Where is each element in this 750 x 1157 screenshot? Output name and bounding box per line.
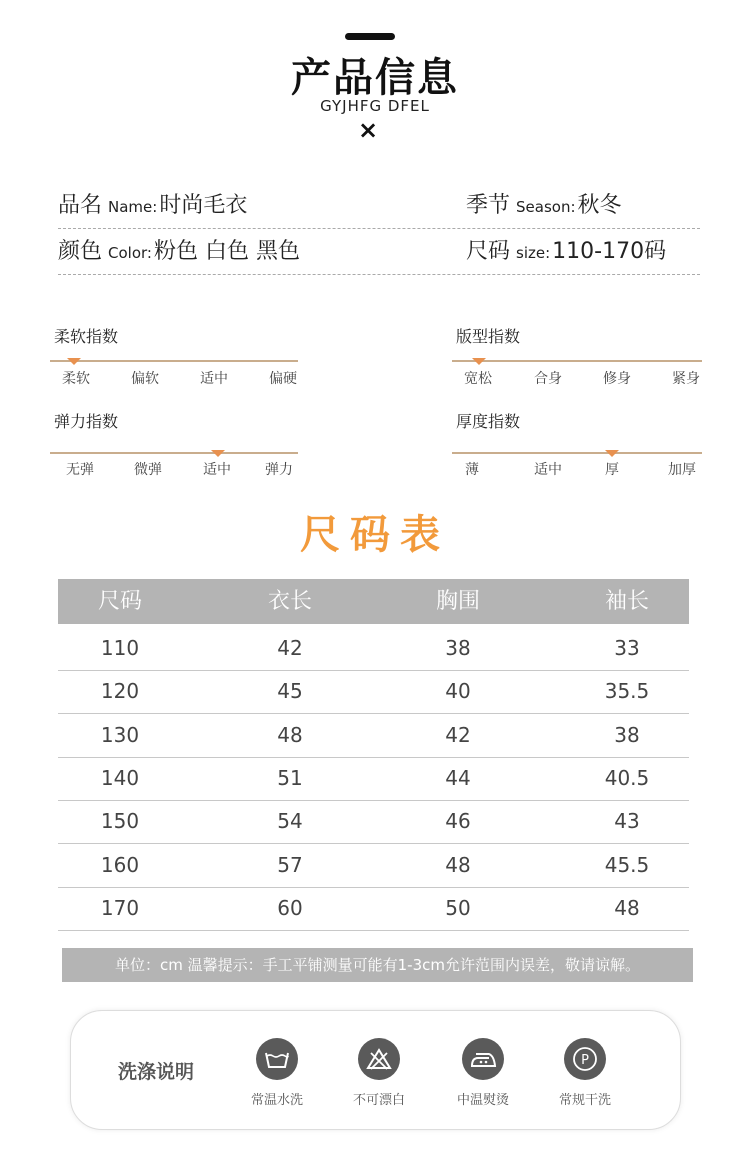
header-size: 尺码: [97, 589, 142, 614]
wash-basin-icon: [256, 1038, 298, 1080]
no-bleach-icon: [358, 1038, 400, 1080]
info-size-value: 110-170码: [552, 239, 667, 264]
info-name-value: 时尚毛衣: [159, 193, 248, 218]
cell-chest: 40: [445, 679, 471, 703]
table-row: [58, 670, 689, 714]
elasticity-index-title: 弹力指数: [54, 412, 119, 431]
info-name: [58, 188, 247, 219]
table-row: [58, 844, 689, 888]
info-size-label-en: size:: [516, 244, 551, 262]
cell-sleeve: 35.5: [604, 679, 650, 703]
fit-option: 紧身: [672, 371, 700, 387]
dry-clean-label: 常规干洗: [558, 1093, 611, 1108]
table-row: [58, 714, 689, 758]
info-season: [466, 188, 622, 219]
cell-length: 42: [277, 636, 303, 660]
fit-option: 合身: [534, 371, 562, 387]
cell-length: 54: [277, 809, 303, 833]
bleach-label: 不可漂白: [352, 1093, 405, 1108]
fit-option: 修身: [603, 371, 631, 387]
cell-sleeve: 33: [614, 636, 640, 660]
table-row: [58, 757, 689, 801]
table-row: [58, 887, 689, 931]
elasticity-option: 适中: [203, 462, 231, 478]
cell-sleeve: 45.5: [604, 853, 650, 877]
softness-option: 偏软: [131, 371, 159, 387]
elasticity-marker: [211, 450, 225, 457]
table-row: [58, 627, 689, 671]
size-table-header: [58, 579, 689, 624]
thickness-scale-line: [452, 452, 702, 454]
cell-size: 110: [100, 636, 140, 660]
cell-chest: 46: [445, 809, 471, 833]
info-name-label-en: Name:: [108, 198, 158, 216]
thickness-option: 薄: [465, 462, 479, 478]
softness-option: 偏硬: [269, 371, 297, 387]
thickness-marker: [605, 450, 619, 457]
info-name-label: 品名: [58, 193, 103, 218]
elasticity-scale-line: [50, 452, 298, 454]
iron-icon: [462, 1038, 504, 1080]
cell-length: 57: [277, 853, 303, 877]
elasticity-option: 无弹: [66, 462, 94, 478]
cell-sleeve: 40.5: [604, 766, 650, 790]
fit-scale-line: [452, 360, 702, 362]
cell-length: 45: [277, 679, 303, 703]
page-title: 产品信息: [291, 55, 459, 101]
thickness-index-title: 厚度指数: [456, 412, 521, 431]
cell-length: 48: [277, 723, 303, 747]
info-season-value: 秋冬: [577, 193, 622, 218]
info-color-value: 粉色 白色 黑色: [153, 239, 300, 264]
info-size: [466, 234, 666, 265]
info-season-label-en: Season:: [516, 198, 576, 216]
cell-length: 60: [277, 896, 303, 920]
info-row-2: [58, 234, 700, 275]
cell-sleeve: 43: [614, 809, 640, 833]
softness-scale-line: [50, 360, 298, 362]
cell-size: 150: [100, 809, 140, 833]
info-color-label-en: Color:: [108, 244, 152, 262]
fit-index-title: 版型指数: [456, 327, 521, 346]
info-row-1: [58, 188, 700, 229]
table-row: [58, 800, 689, 844]
header-sleeve: 袖长: [604, 589, 649, 614]
fit-marker: [472, 358, 486, 365]
cell-chest: 50: [445, 896, 471, 920]
cell-size: 160: [100, 853, 140, 877]
cell-chest: 42: [445, 723, 471, 747]
cell-length: 51: [277, 766, 303, 790]
cell-chest: 44: [445, 766, 471, 790]
softness-marker: [67, 358, 81, 365]
cell-size: 130: [100, 723, 140, 747]
elasticity-option: 微弹: [134, 462, 162, 478]
wash-label: 常温水洗: [250, 1093, 303, 1108]
cell-size: 170: [100, 896, 140, 920]
info-size-label: 尺码: [466, 239, 511, 264]
dry-clean-letter: P: [581, 1053, 589, 1068]
iron-label: 中温熨烫: [456, 1093, 509, 1108]
fit-option: 宽松: [464, 371, 492, 387]
elasticity-option: 弹力: [265, 462, 293, 478]
softness-option: 柔软: [62, 371, 90, 387]
header-chest: 胸围: [435, 589, 480, 614]
header-decor-bar: [345, 33, 395, 40]
cell-sleeve: 48: [614, 896, 640, 920]
cell-chest: 38: [445, 636, 471, 660]
cell-sleeve: 38: [614, 723, 640, 747]
cell-size: 120: [100, 679, 140, 703]
thickness-option: 厚: [605, 462, 619, 478]
header-length: 衣长: [267, 589, 312, 614]
cross-icon: ×: [357, 116, 379, 144]
page-subtitle: GYJHFG DFEL: [320, 97, 430, 115]
info-color: [58, 234, 300, 265]
info-season-label: 季节: [466, 193, 511, 218]
softness-index-title: 柔软指数: [54, 327, 119, 346]
cell-chest: 48: [445, 853, 471, 877]
dry-clean-p-icon: [564, 1038, 606, 1080]
measurement-note: 单位：cm 温馨提示：手工平铺测量可能有1-3cm允许范围内误差，敬请谅解。: [62, 948, 693, 982]
softness-option: 适中: [200, 371, 228, 387]
cell-size: 140: [100, 766, 140, 790]
thickness-option: 适中: [534, 462, 562, 478]
washing-title: 洗涤说明: [118, 1061, 195, 1083]
thickness-option: 加厚: [668, 462, 696, 478]
info-color-label: 颜色: [58, 239, 103, 264]
size-chart-title: 尺码表: [300, 512, 450, 558]
